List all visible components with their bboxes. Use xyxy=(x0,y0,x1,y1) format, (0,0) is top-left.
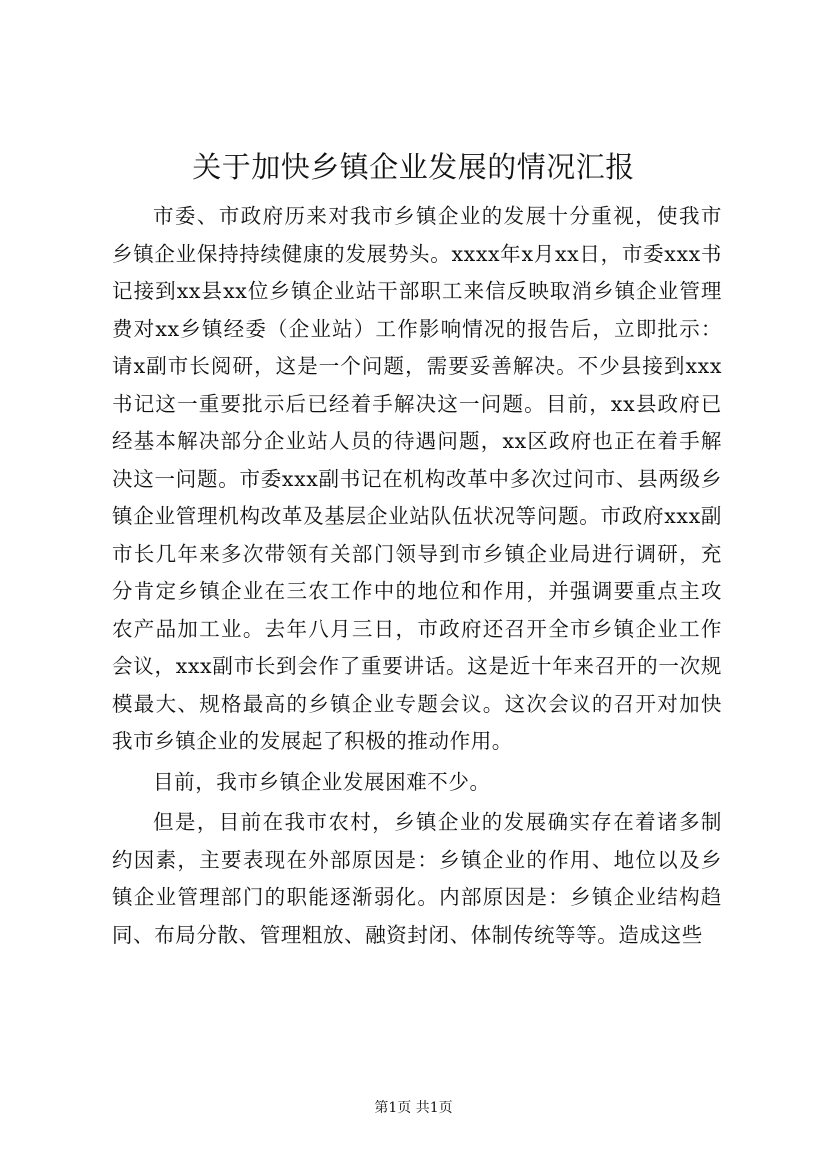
document-body xyxy=(112,198,722,957)
paragraph: 市委、市政府历来对我市乡镇企业的发展十分重视，使我市乡镇企业保持持续健康的发展势头。xxxx年x月xx日，市委xxx书记接到xx县xx位乡镇企业站干部职工来信反映取消乡镇企业管理费对xx乡镇经委（企业站）工作影响情况的报告后，立即批示：请x副市长阅研，这是一个问题，需要妥善解决。不少县接到xxx书记这一重要批示后已经着手解决这一问题。目前，xx县政府已经基本解决部分企业站人员的待遇问题，xx区政府也正在着手解决这一问题。市委xxx副书记在机构改革中多次过问市、县两级乡镇企业管理机构改革及基层企业站队伍状况等问题。市政府xxx副市长几年来多次带领有关部门领导到市乡镇企业局进行调研，充分肯定乡镇企业在三农工作中的地位和作用，并强调要重点主攻农产品加工业。去年八月三日，市政府还召开全市乡镇企业工作会议，xxx副市长到会作了重要讲话。这是近十年来召开的一次规模最大、规格最高的乡镇企业专题会议。这次会议的召开对加快我市乡镇企业的发展起了积极的推动作用。 xyxy=(112,204,722,753)
paragraph: 但是，目前在我市农村，乡镇企业的发展确实存在着诸多制约因素，主要表现在外部原因是：乡镇企业的作用、地位以及乡镇企业管理部门的职能逐渐弱化。内部原因是：乡镇企业结构趋同、布局分散、管理粗放、融资封闭、体制传统等等。造成这些 xyxy=(112,810,722,947)
document-title: 关于加快乡镇企业发展的情况汇报 xyxy=(192,150,635,184)
page-number-footer: 第1页 共1页 xyxy=(374,1100,453,1116)
paragraph: 目前，我市乡镇企业发展困难不少。 xyxy=(153,769,491,794)
